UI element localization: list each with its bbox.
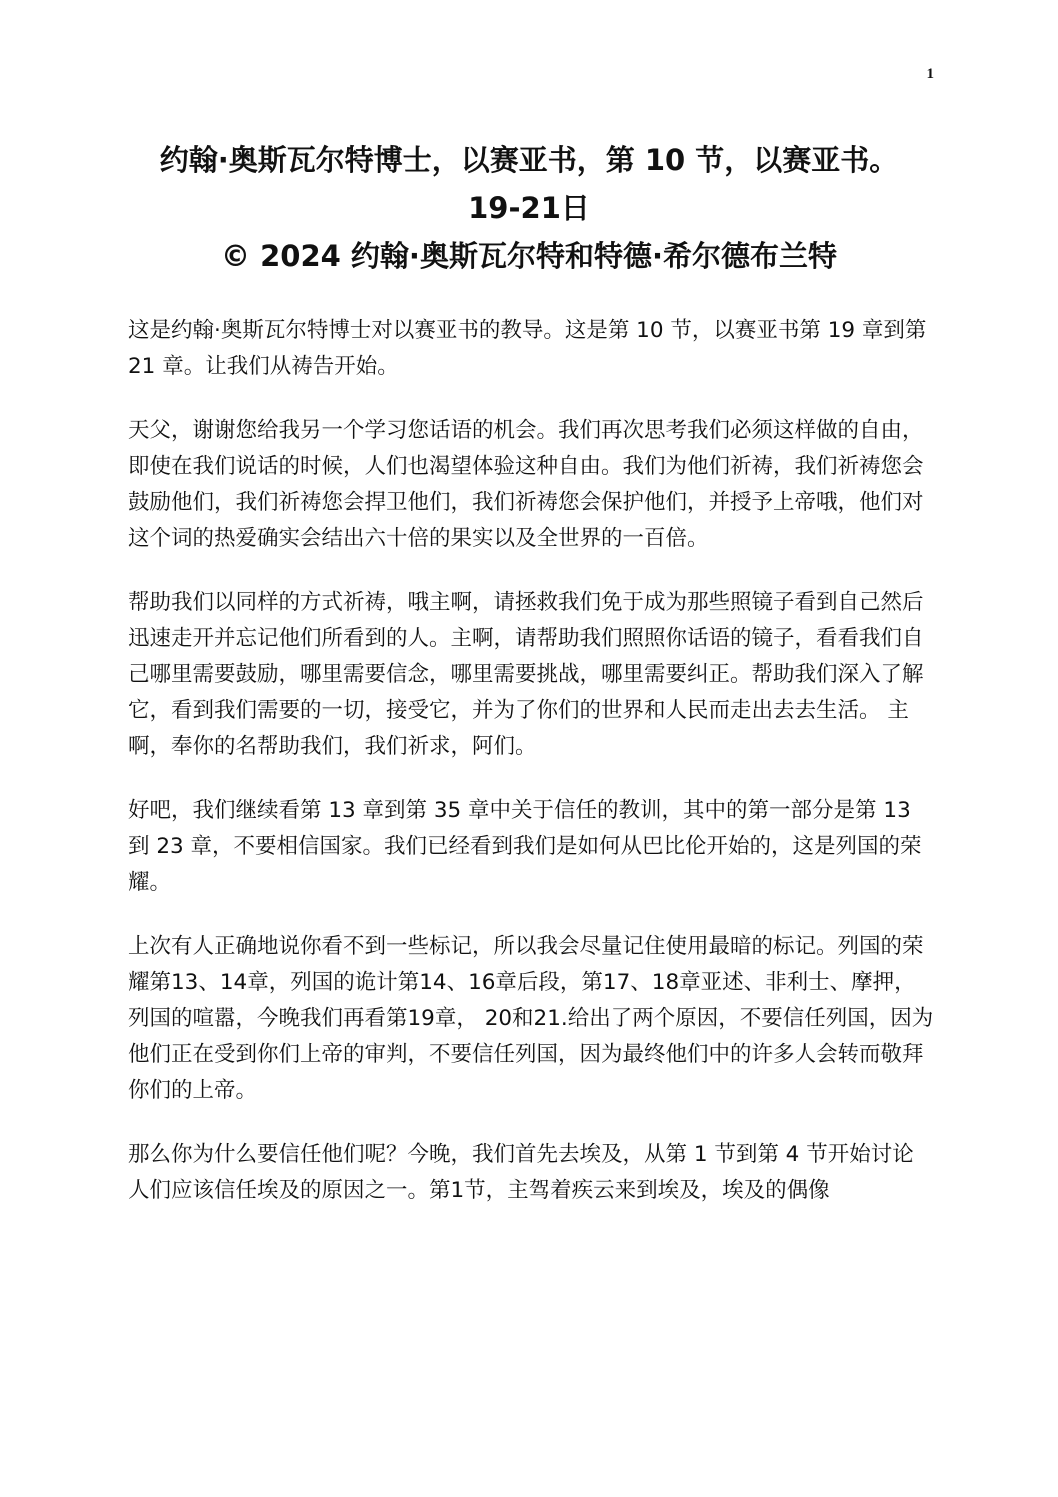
paragraph-prayer-1: 天父，谢谢您给我另一个学习您话语的机会。我们再次思考我们必须这样做的自由，即使在我们说话的时候，人们也渴望体验这种自由。我们为他们祈祷，我们祈祷您会鼓励他们，我们祈祷您会捍卫他们，我们祈祷您会保护他们，并授予上帝哦，他们对这个词的热爱确实会结出六十倍的果实以及全世界的一百倍。 — [128, 418, 924, 551]
title-line-2: 19-21日 — [468, 191, 590, 225]
paragraph-review: 上次有人正确地说你看不到一些标记，所以我会尽量记住使用最暗的标记。列国的荣耀第13、14章，列国的诡计第14、16章后段，第17、18章亚述、非利士、摩押，列国的喧嚣，今晚我们再看第19章， 20和21.给出了两个原因，不要信任列国，因为他们正在受到你们上帝的审判，不要信任列国，因为最终他们中的许多人会转而敬拜你们的上帝。 — [128, 934, 934, 1103]
paragraph-prayer-2: 帮助我们以同样的方式祈祷，哦主啊，请拯救我们免于成为那些照镜子看到自己然后迅速走开并忘记他们所看到的人。主啊，请帮助我们照照你话语的镜子，看看我们自己哪里需要鼓励，哪里需要信念，哪里需要挑战，哪里需要纠正。帮助我们深入了解它，看到我们需要的一切，接受它，并为了你们的世界和人民而走出去去生活。 主啊，奉你的名帮助我们，我们祈求，阿们。 — [128, 590, 924, 759]
copyright-line: © 2024 约翰·奥斯瓦尔特和特德·希尔德布兰特 — [221, 239, 837, 273]
title-line-1: 约翰·奥斯瓦尔特博士，以赛亚书，第 10 节，以赛亚书。 — [159, 143, 899, 177]
paragraph-overview: 好吧，我们继续看第 13 章到第 35 章中关于信任的教训，其中的第一部分是第 13 到 23 章，不要相信国家。我们已经看到我们是如何从巴比伦开始的，这是列国的荣耀。 — [128, 798, 922, 895]
paragraph-intro: 这是约翰·奥斯瓦尔特博士对以赛亚书的教导。这是第 10 节，以赛亚书第 19 章到第 21 章。让我们从祷告开始。 — [128, 318, 927, 379]
paragraph-egypt: 那么你为什么要信任他们呢？今晚，我们首先去埃及，从第 1 节到第 4 节开始讨论人们应该信任埃及的原因之一。第1节，主驾着疾云来到埃及，埃及的偶像 — [128, 1142, 914, 1203]
document-title — [120, 136, 938, 280]
document-body — [128, 313, 934, 1237]
page-number: 1 — [926, 66, 934, 82]
